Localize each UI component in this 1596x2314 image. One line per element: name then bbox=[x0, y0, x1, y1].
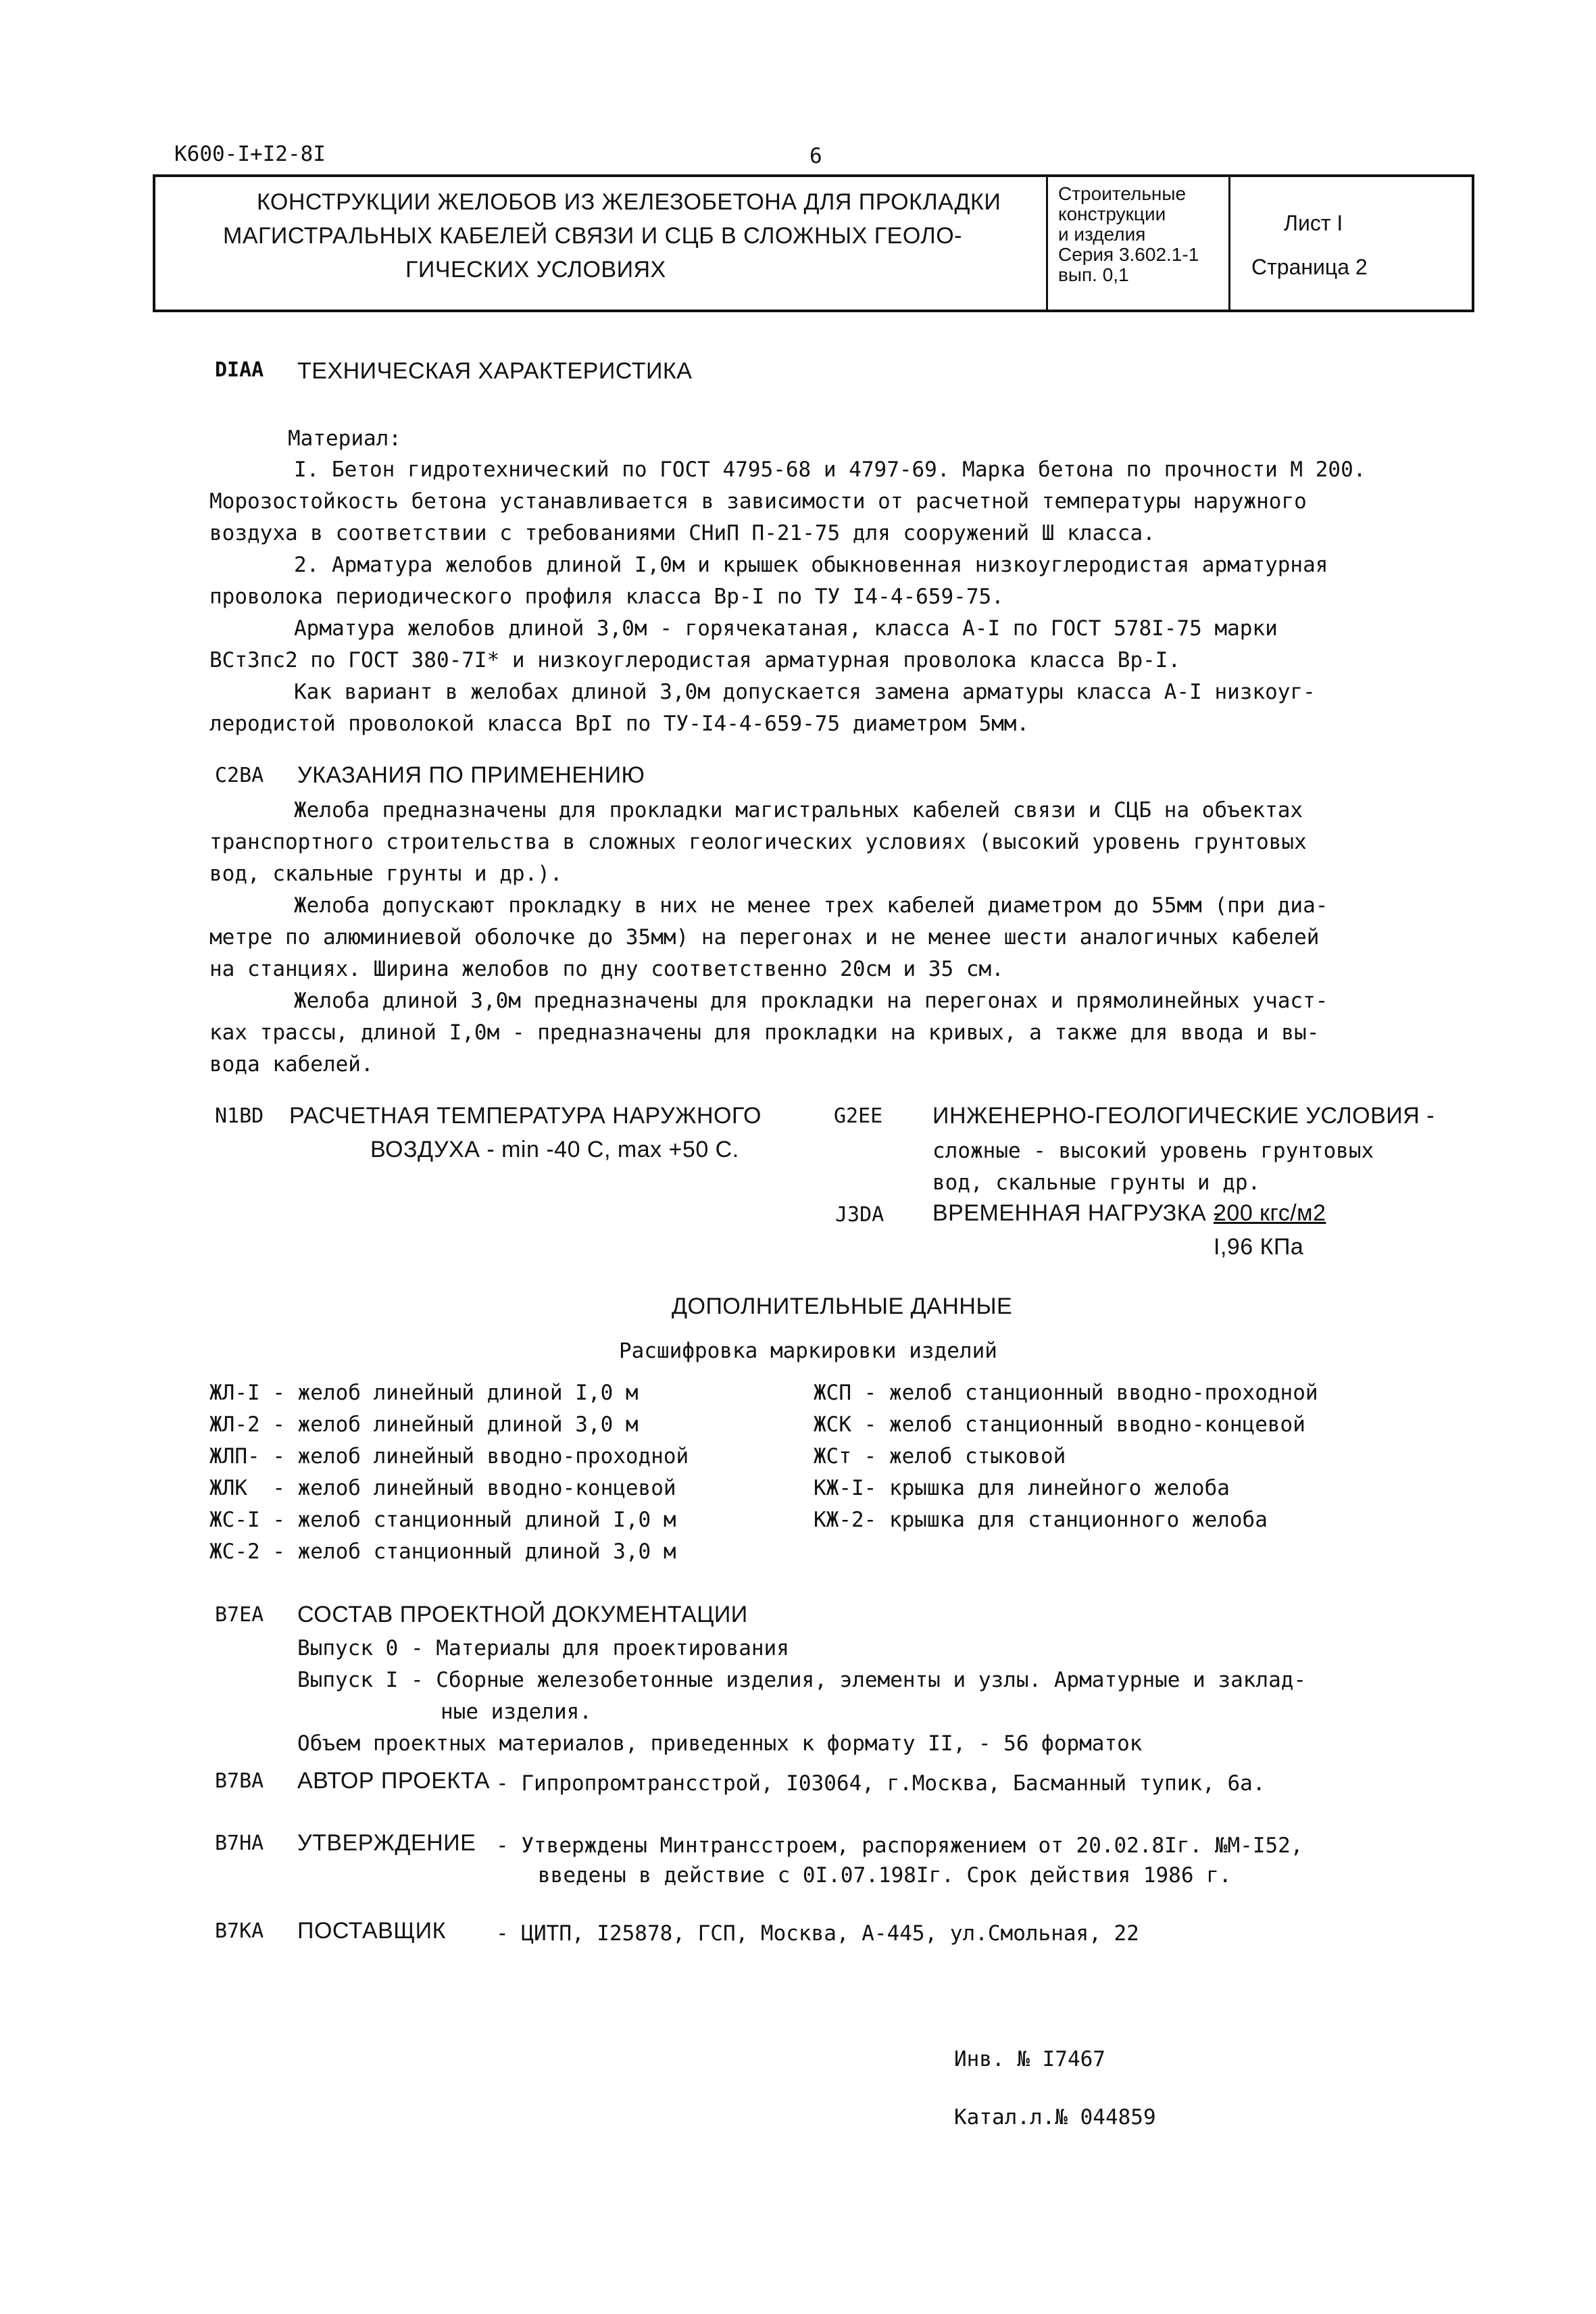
section-code: G2EE bbox=[834, 1104, 883, 1128]
marking-item: ЖСт - желоб стыковой bbox=[814, 1444, 1066, 1469]
composition-line: Выпуск I - Сборные железобетонные изделия, элементы и узлы. Арматурные и заклад- bbox=[297, 1668, 1307, 1692]
geology-line-2: сложные - высокий уровень грунтовых bbox=[932, 1139, 1374, 1163]
load-label: ВРЕМЕННАЯ НАГРУЗКА - bbox=[932, 1200, 1222, 1226]
marking-item: ЖС-2 - желоб станционный длиной 3,0 м bbox=[209, 1540, 676, 1564]
composition-text bbox=[297, 1633, 1306, 1760]
usage-line: вода кабелей. bbox=[209, 1052, 374, 1077]
tech-line: 2. Арматура желобов длиной I,0м и крышек обыкновенная низкоуглеродистая арматурная bbox=[294, 553, 1328, 577]
marking-item: КЖ-I- крышка для линейного желоба bbox=[814, 1476, 1230, 1500]
composition-heading: СОСТАВ ПРОЕКТНОЙ ДОКУМЕНТАЦИИ bbox=[297, 1602, 748, 1627]
tech-line: Как вариант в желобах длиной 3,0м допускается замена арматуры класса А-I низкоуг- bbox=[294, 680, 1316, 704]
title-block bbox=[153, 174, 1474, 312]
tech-line-part: * и низкоуглеродистая арматурная проволока класса Вр-I. bbox=[487, 648, 1181, 672]
temperature-line-2: ВОЗДУХА - min -40 С, max +50 С. bbox=[370, 1137, 739, 1162]
document-code: К600-I+I2-8I bbox=[174, 142, 326, 166]
tech-line bbox=[209, 645, 1399, 676]
catalog-number: Катал.л.№ 044859 bbox=[954, 2105, 1156, 2130]
category-line: конструкции bbox=[1058, 203, 1166, 224]
issue-line: вып. 0,1 bbox=[1058, 264, 1129, 285]
section-code: B7BA bbox=[215, 1769, 264, 1793]
composition-line: Объем проектных материалов, приведенных к формату II, - 56 форматок bbox=[297, 1731, 1143, 1756]
category-cell bbox=[1058, 184, 1199, 285]
author-label: АВТОР ПРОЕКТА bbox=[297, 1768, 491, 1794]
approval-line-1: - Утверждены Минтрансстроем, распоряжением от 20.02.8Iг. №М-I52, bbox=[496, 1833, 1303, 1858]
supplier-text: - ЦИТП, I25878, ГСП, Москва, А-445, ул.Смольная, 22 bbox=[496, 1921, 1139, 1946]
page-label: Страница 2 bbox=[1251, 255, 1368, 279]
marking-item: ЖСК - желоб станционный вводно-концевой bbox=[814, 1412, 1305, 1437]
tech-line: леродистой проволокой класса ВрI по ТУ-I4-4-659-75 диаметром 5мм. bbox=[209, 712, 1030, 736]
title-line-3: ГИЧЕСКИХ УСЛОВИЯХ bbox=[405, 257, 666, 282]
tech-line-part: ВСт3пс2 по ГОСТ 380-7I bbox=[209, 648, 487, 672]
usage-line: транспортного строительства в сложных геологических условиях (высокий уровень грунтовых bbox=[209, 830, 1307, 854]
marking-item: ЖС-I - желоб станционный длиной I,0 м bbox=[209, 1508, 676, 1532]
usage-line: Желоба предназначены для прокладки магистральных кабелей связи и СЦБ на объектах bbox=[294, 798, 1303, 822]
marking-item: ЖСП - желоб станционный вводно-проходной bbox=[814, 1381, 1318, 1405]
section-heading-usage: УКАЗАНИЯ ПО ПРИМЕНЕНИЮ bbox=[297, 762, 645, 788]
series-line: Серия 3.602.1-1 bbox=[1058, 244, 1199, 265]
page-number: 6 bbox=[809, 144, 822, 168]
extra-heading: ДОПОЛНИТЕЛЬНЫЕ ДАННЫЕ bbox=[672, 1294, 1013, 1319]
usage-line: метре по алюминиевой оболочке до 35мм) на перегонах и не менее шести аналогичных кабелей bbox=[209, 925, 1320, 950]
section-code: J3DA bbox=[835, 1203, 884, 1227]
usage-line: на станциях. Ширина желобов по дну соответственно 20см и 35 см. bbox=[209, 957, 1004, 981]
usage-line: Желоба длиной 3,0м предназначены для прокладки на перегонах и прямолинейных участ- bbox=[294, 989, 1328, 1013]
marking-item: ЖЛ-2 - желоб линейный длиной 3,0 м bbox=[209, 1412, 639, 1437]
tech-line: воздуха в соответствии с требованиями СНиП П-21-75 для сооружений Ш класса. bbox=[209, 521, 1155, 545]
usage-line: вод, скальные грунты и др.). bbox=[209, 862, 563, 886]
load-value-kgs: 200 кгс/м2 bbox=[1214, 1200, 1326, 1226]
tech-line: проволока периодического профиля класса Вр-I по ТУ I4-4-659-75. bbox=[209, 585, 1004, 609]
temperature-line-1: РАСЧЕТНАЯ ТЕМПЕРАТУРА НАРУЖНОГО bbox=[289, 1103, 762, 1129]
section-code: B7HA bbox=[215, 1831, 264, 1855]
author-text: - Гипропромтрансстрой, I03064, г.Москва, Басманный тупик, 6а. bbox=[496, 1771, 1266, 1796]
materials-label: Материал: bbox=[288, 426, 401, 451]
marking-item: ЖЛП- - желоб линейный вводно-проходной bbox=[209, 1444, 689, 1469]
category-line: Строительные bbox=[1058, 183, 1187, 204]
marking-list-left bbox=[209, 1377, 689, 1568]
tech-line: Арматура желобов длиной 3,0м - горячекатаная, класса А-I по ГОСТ 578I-75 марки bbox=[294, 616, 1278, 641]
approval-label: УТВЕРЖДЕНИЕ bbox=[297, 1830, 476, 1856]
category-line: и изделия bbox=[1058, 224, 1146, 245]
section-code: C2BA bbox=[215, 764, 264, 787]
tech-line: Морозостойкость бетона устанавливается в зависимости от расчетной температуры наружного bbox=[209, 489, 1307, 514]
marking-item: ЖЛ-I - желоб линейный длиной I,0 м bbox=[209, 1381, 639, 1405]
geology-line-3: вод, скальные грунты и др. bbox=[932, 1171, 1261, 1195]
section-code: B7KA bbox=[215, 1919, 264, 1943]
section-code: B7EA bbox=[215, 1603, 264, 1627]
usage-text bbox=[209, 795, 1399, 1081]
section-code: N1BD bbox=[215, 1104, 264, 1128]
approval-line-2: введены в действие с 0I.07.198Iг. Срок действия 1986 г. bbox=[538, 1863, 1232, 1888]
section-heading-tech: ТЕХНИЧЕСКАЯ ХАРАКТЕРИСТИКА bbox=[297, 358, 693, 384]
marking-list-right bbox=[814, 1377, 1318, 1536]
section-code: DIAA bbox=[215, 358, 264, 382]
supplier-label: ПОСТАВЩИК bbox=[297, 1918, 446, 1944]
load-value-kpa: I,96 КПа bbox=[1214, 1234, 1304, 1260]
tech-text bbox=[209, 454, 1399, 740]
title-line-2: МАГИСТРАЛЬНЫХ КАБЕЛЕЙ СВЯЗИ И СЦБ В СЛОЖНЫХ ГЕОЛО- bbox=[223, 223, 963, 249]
composition-line: Выпуск 0 - Материалы для проектирования bbox=[297, 1636, 789, 1660]
marking-item: ЖЛК - желоб линейный вводно-концевой bbox=[209, 1476, 676, 1500]
usage-line: Желоба допускают прокладку в них не менее трех кабелей диаметром до 55мм (при диа- bbox=[294, 893, 1328, 918]
title-line-1: КОНСТРУКЦИИ ЖЕЛОБОВ ИЗ ЖЕЛЕЗОБЕТОНА ДЛЯ ПРОКЛАДКИ bbox=[257, 189, 1001, 215]
inventory-number: Инв. № I7467 bbox=[954, 2047, 1105, 2071]
geology-line-1: ИНЖЕНЕРНО-ГЕОЛОГИЧЕСКИЕ УСЛОВИЯ - bbox=[932, 1103, 1435, 1129]
usage-line: ках трассы, длиной I,0м - предназначены для прокладки на кривых, а также для ввода и вы- bbox=[209, 1020, 1320, 1045]
marking-item: КЖ-2- крышка для станционного желоба bbox=[814, 1508, 1268, 1532]
sheet-label: Лист I bbox=[1284, 211, 1343, 235]
extra-subheading: Расшифровка маркировки изделий bbox=[619, 1339, 997, 1363]
composition-line: ные изделия. bbox=[441, 1700, 592, 1724]
tech-line: I. Бетон гидротехнический по ГОСТ 4795-68 и 4797-69. Марка бетона по прочности М 200. bbox=[294, 458, 1366, 482]
